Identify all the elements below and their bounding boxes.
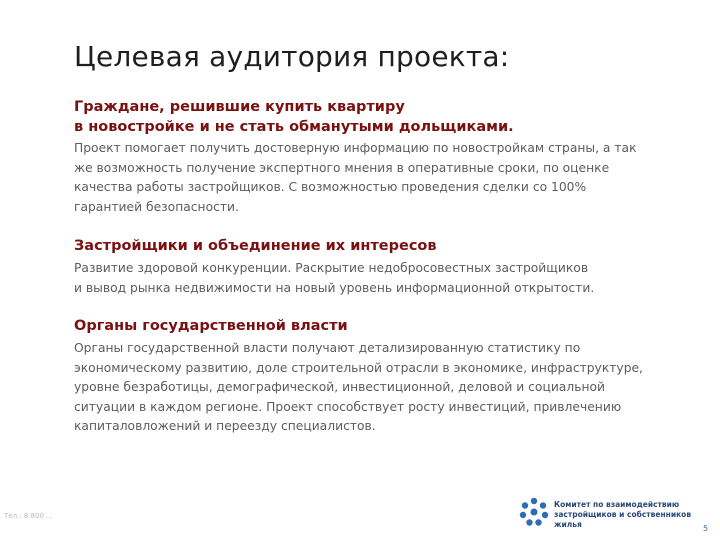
section-heading [74,316,674,336]
heading-line: в новостройке и не стать обманутыми дольщиками. [74,119,514,135]
body-line: качества работы застройщиков. С возможностью проведения сделки со 100% [74,180,587,194]
committee-logo-icon [519,497,549,527]
body-line: капиталовложений и переезду специалистов. [74,419,376,433]
heading-line: Органы государственной власти [74,318,348,334]
section-developers [74,236,674,298]
section-body [74,259,674,298]
body-line: уровне безработицы, демографической, инвестиционной, деловой и социальной [74,380,606,394]
heading-line: Граждане, решившие купить квартиру [74,99,405,115]
body-line: Органы государственной власти получают детализированную статистику по [74,341,581,355]
body-line: Проект помогает получить достоверную информацию по новостройкам страны, а так [74,141,637,155]
section-heading [74,236,674,256]
body-line: ситуации в каждом регионе. Проект способствует росту инвестиций, привлечению [74,399,622,414]
org-name-line: застройщиков и собственников жилья [554,510,692,529]
body-line: гарантией безопасности. [74,199,239,214]
org-name-line: Комитет по взаимодействию [554,500,680,509]
body-line: экономическому развитию, доле строительной отрасли в экономике, инфраструктуре, [74,360,643,375]
slide-title: Целевая аудитория проекта: [74,40,510,73]
section-citizens [74,97,674,217]
body-line: и вывод рынка недвижимости на новый уровень информационной открытости. [74,280,595,295]
organization-name [554,500,714,530]
section-body [74,339,674,437]
page-number: 5 [703,524,709,533]
section-body [74,139,674,217]
heading-line: Застройщики и объединение их интересов [74,238,437,254]
footer-contact: Тел.: 8 800 ... [4,512,53,520]
body-line: же возможность получение экспертного мнения в оперативные сроки, по оценке [74,160,610,175]
body-line: Развитие здоровой конкуренции. Раскрытие недобросовестных застройщиков [74,261,589,275]
section-heading [74,97,674,137]
section-government [74,316,674,437]
